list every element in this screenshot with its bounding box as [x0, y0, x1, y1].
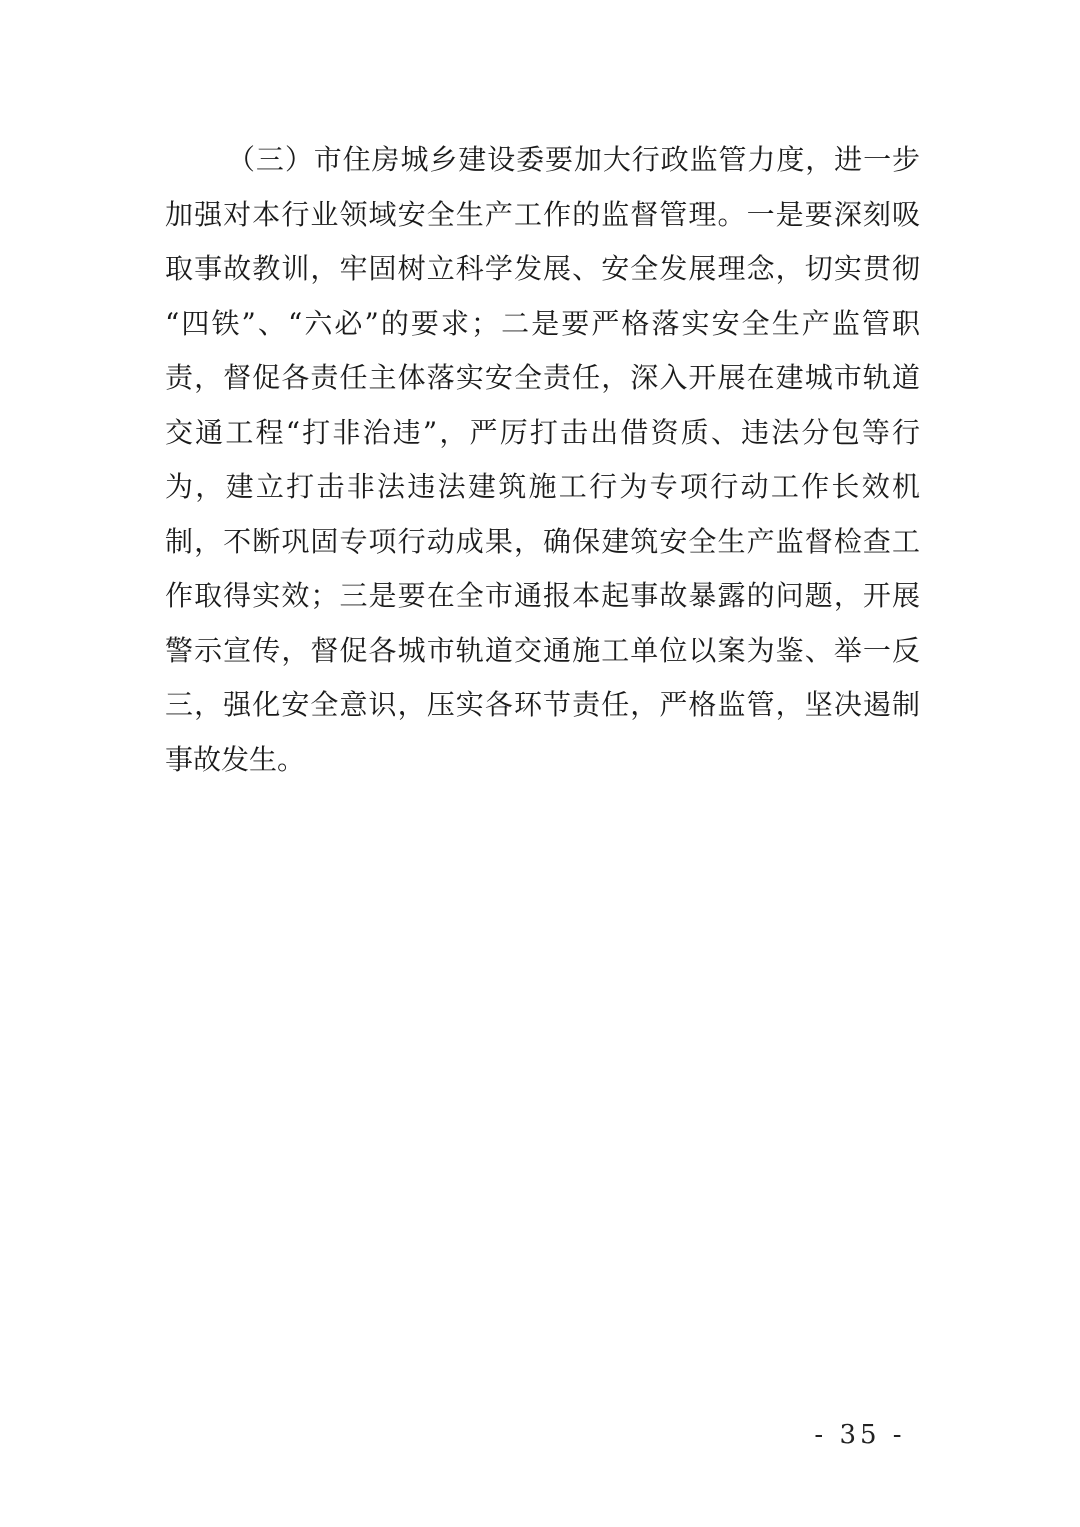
paragraph-line: “四铁”、“六必”的要求；二是要严格落实安全生产监管职	[165, 306, 920, 340]
paragraph-line: 制，不断巩固专项行动成果，确保建筑安全生产监督检查工	[165, 524, 920, 558]
paragraph-line: 取事故教训，牢固树立科学发展、安全发展理念，切实贯彻	[165, 252, 920, 285]
paragraph-line: 加强对本行业领域安全生产工作的监督管理。一是要深刻吸	[165, 197, 920, 231]
paragraph-line: 作取得实效；三是要在全市通报本起事故暴露的问题，开展	[165, 579, 920, 612]
paragraph	[165, 133, 920, 787]
page-number: - 35 -	[814, 1420, 906, 1450]
paragraph-line: （三）市住房城乡建设委要加大行政监管力度，进一步	[227, 143, 920, 176]
paragraph-line: 事故发生。	[165, 742, 306, 776]
paragraph-line: 为，建立打击非法违法建筑施工行为专项行动工作长效机	[165, 470, 920, 503]
paragraph-line: 警示宣传，督促各城市轨道交通施工单位以案为鉴、举一反	[165, 633, 920, 667]
paragraph-line: 三，强化安全意识，压实各环节责任，严格监管，坚决遏制	[165, 688, 920, 721]
paragraph-line: 交通工程“打非治违”，严厉打击出借资质、违法分包等行	[165, 415, 920, 449]
paragraph-line: 责，督促各责任主体落实安全责任，深入开展在建城市轨道	[165, 361, 920, 394]
